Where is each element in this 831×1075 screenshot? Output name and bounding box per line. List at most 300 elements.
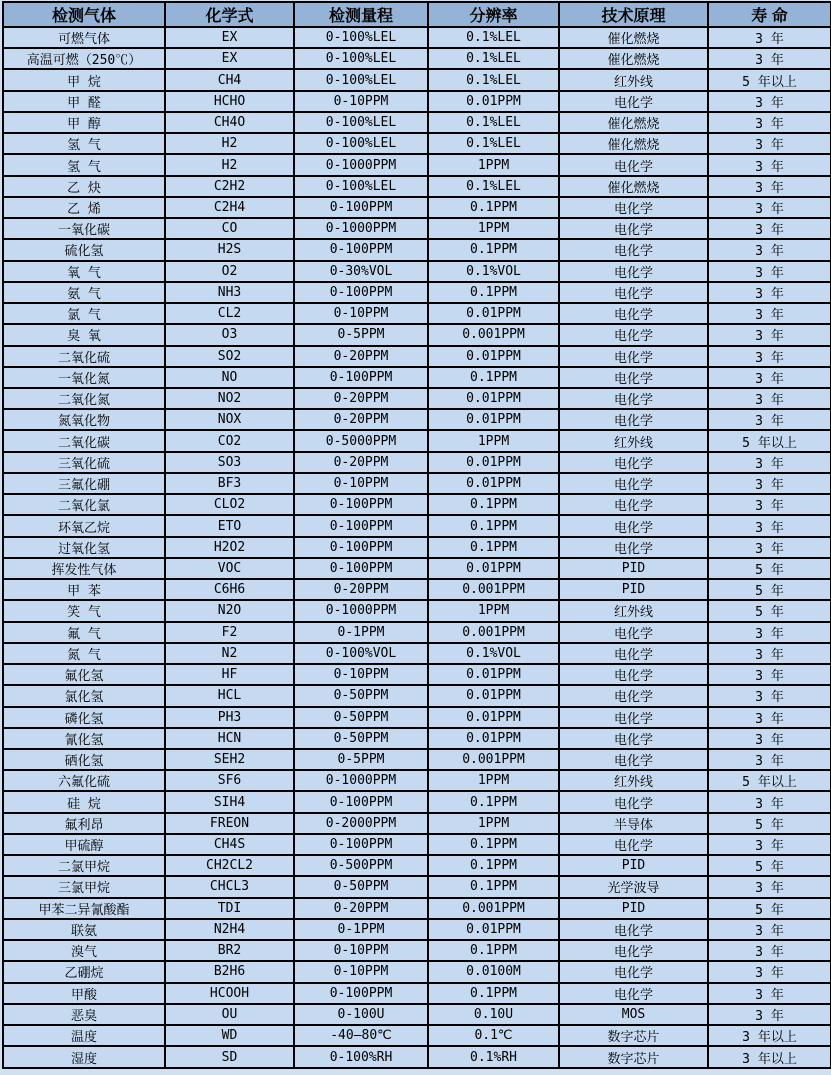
table-cell: 0.1%LEL bbox=[428, 133, 559, 154]
table-cell: 0.1PPM bbox=[428, 855, 559, 876]
table-cell: 0.1PPM bbox=[428, 515, 559, 536]
table-cell: 电化学 bbox=[559, 685, 708, 706]
table-row bbox=[3, 133, 831, 154]
table-cell: 0-10PPM bbox=[294, 961, 428, 982]
table-cell: 1PPM bbox=[428, 154, 559, 175]
table-cell: 氯 气 bbox=[3, 303, 165, 324]
table-cell: HCHO bbox=[165, 91, 294, 112]
table-cell: 0-100PPM bbox=[294, 494, 428, 515]
table-row bbox=[3, 600, 831, 621]
table-cell: 3 年 bbox=[708, 494, 831, 515]
table-cell: 0.01PPM bbox=[428, 91, 559, 112]
table-cell: 0-1000PPM bbox=[294, 154, 428, 175]
table-cell: N2H4 bbox=[165, 919, 294, 940]
table-cell: 3 年 bbox=[708, 176, 831, 197]
table-cell: 电化学 bbox=[559, 473, 708, 494]
table-cell: 0-500PPM bbox=[294, 855, 428, 876]
table-cell: 甲 醛 bbox=[3, 91, 165, 112]
table-row bbox=[3, 91, 831, 112]
table-cell: 催化燃烧 bbox=[559, 48, 708, 69]
table-cell: 数字芯片 bbox=[559, 1025, 708, 1046]
table-cell: 0-10PPM bbox=[294, 940, 428, 961]
table-cell: 0-100%LEL bbox=[294, 48, 428, 69]
table-cell: 0-50PPM bbox=[294, 876, 428, 897]
table-cell: BF3 bbox=[165, 473, 294, 494]
table-cell: FREON bbox=[165, 813, 294, 834]
table-cell: 3 年 bbox=[708, 324, 831, 345]
table-row bbox=[3, 707, 831, 728]
table-cell: 电化学 bbox=[559, 664, 708, 685]
table-cell: 电化学 bbox=[559, 791, 708, 812]
table-cell: 红外线 bbox=[559, 430, 708, 451]
table-cell: 0-5000PPM bbox=[294, 430, 428, 451]
table-cell: 氰化氢 bbox=[3, 728, 165, 749]
table-cell: NOX bbox=[165, 409, 294, 430]
table-cell: SD bbox=[165, 1046, 294, 1068]
table-cell: 3 年 bbox=[708, 261, 831, 282]
table-cell: 0-1000PPM bbox=[294, 600, 428, 621]
table-cell: H2 bbox=[165, 154, 294, 175]
table-row bbox=[3, 27, 831, 48]
table-cell: 0-10PPM bbox=[294, 303, 428, 324]
table-row bbox=[3, 983, 831, 1004]
table-row bbox=[3, 494, 831, 515]
table-cell: 3 年 bbox=[708, 197, 831, 218]
table-cell: 0.1PPM bbox=[428, 834, 559, 855]
table-row bbox=[3, 303, 831, 324]
table-cell: 电化学 bbox=[559, 983, 708, 1004]
table-cell: 0-100%LEL bbox=[294, 69, 428, 90]
table-cell: 甲酸 bbox=[3, 983, 165, 1004]
table-cell: PID bbox=[559, 558, 708, 579]
table-row bbox=[3, 898, 831, 919]
table-cell: 甲苯二异氰酸酯 bbox=[3, 898, 165, 919]
table-cell: 红外线 bbox=[559, 600, 708, 621]
table-row bbox=[3, 197, 831, 218]
table-cell: SO3 bbox=[165, 452, 294, 473]
table-cell: 3 年 bbox=[708, 664, 831, 685]
table-cell: 0-20PPM bbox=[294, 409, 428, 430]
table-cell: 0.1℃ bbox=[428, 1025, 559, 1046]
table-cell: 电化学 bbox=[559, 388, 708, 409]
table-cell: 电化学 bbox=[559, 197, 708, 218]
table-row bbox=[3, 430, 831, 451]
table-cell: 0.1%LEL bbox=[428, 27, 559, 48]
table-row bbox=[3, 643, 831, 664]
table-cell: O3 bbox=[165, 324, 294, 345]
table-cell: 0.001PPM bbox=[428, 324, 559, 345]
table-cell: 氟 气 bbox=[3, 622, 165, 643]
table-cell: 0-50PPM bbox=[294, 707, 428, 728]
table-cell: 甲硫醇 bbox=[3, 834, 165, 855]
table-cell: 0-100%LEL bbox=[294, 112, 428, 133]
table-cell: 0-100%RH bbox=[294, 1046, 428, 1068]
table-cell: 5 年 bbox=[708, 855, 831, 876]
table-cell: PH3 bbox=[165, 707, 294, 728]
table-row bbox=[3, 239, 831, 260]
table-cell: 3 年 bbox=[708, 154, 831, 175]
table-cell: 0-50PPM bbox=[294, 685, 428, 706]
table-cell: 电化学 bbox=[559, 643, 708, 664]
table-row bbox=[3, 791, 831, 812]
table-cell: 半导体 bbox=[559, 813, 708, 834]
table-cell: 3 年 bbox=[708, 27, 831, 48]
table-row bbox=[3, 367, 831, 388]
table-cell: 三氟化硼 bbox=[3, 473, 165, 494]
table-cell: 氢 气 bbox=[3, 154, 165, 175]
table-cell: PID bbox=[559, 855, 708, 876]
table-cell: 溴气 bbox=[3, 940, 165, 961]
table-cell: 电化学 bbox=[559, 409, 708, 430]
table-cell: 电化学 bbox=[559, 367, 708, 388]
table-cell: 过氧化氢 bbox=[3, 537, 165, 558]
table-cell: 5 年 bbox=[708, 558, 831, 579]
table-row bbox=[3, 473, 831, 494]
table-cell: OU bbox=[165, 1004, 294, 1025]
table-cell: 0.01PPM bbox=[428, 409, 559, 430]
table-cell: 0.01PPM bbox=[428, 919, 559, 940]
table-cell: 1PPM bbox=[428, 218, 559, 239]
table-cell: 0-10PPM bbox=[294, 473, 428, 494]
table-cell: 3 年以上 bbox=[708, 1025, 831, 1046]
table-row bbox=[3, 112, 831, 133]
table-row bbox=[3, 154, 831, 175]
table-cell: 0.1PPM bbox=[428, 876, 559, 897]
header-row bbox=[3, 2, 831, 27]
table-cell: 0.01PPM bbox=[428, 452, 559, 473]
table-cell: 3 年 bbox=[708, 707, 831, 728]
table-cell: 0-1PPM bbox=[294, 919, 428, 940]
table-cell: -40—80℃ bbox=[294, 1025, 428, 1046]
table-cell: 0-100PPM bbox=[294, 791, 428, 812]
table-cell: 3 年 bbox=[708, 983, 831, 1004]
table-cell: 乙硼烷 bbox=[3, 961, 165, 982]
table-cell: 5 年 bbox=[708, 898, 831, 919]
table-row bbox=[3, 961, 831, 982]
table-cell: 电化学 bbox=[559, 537, 708, 558]
table-cell: 0.01PPM bbox=[428, 707, 559, 728]
gas-detection-spec-table bbox=[2, 1, 831, 1069]
table-cell: 3 年 bbox=[708, 961, 831, 982]
table-cell: 0-10PPM bbox=[294, 664, 428, 685]
table-cell: 0.1PPM bbox=[428, 494, 559, 515]
table-cell: 电化学 bbox=[559, 218, 708, 239]
table-cell: 0-100PPM bbox=[294, 282, 428, 303]
table-cell: O2 bbox=[165, 261, 294, 282]
table-cell: 0-100PPM bbox=[294, 834, 428, 855]
table-cell: 0.001PPM bbox=[428, 579, 559, 600]
table-row bbox=[3, 579, 831, 600]
table-cell: 电化学 bbox=[559, 261, 708, 282]
table-cell: CL2 bbox=[165, 303, 294, 324]
table-cell: 二氧化氯 bbox=[3, 494, 165, 515]
table-cell: 二氧化氮 bbox=[3, 388, 165, 409]
table-cell: C2H2 bbox=[165, 176, 294, 197]
table-cell: 5 年 bbox=[708, 579, 831, 600]
table-cell: 0.1%LEL bbox=[428, 69, 559, 90]
table-cell: 0-100U bbox=[294, 1004, 428, 1025]
table-row bbox=[3, 69, 831, 90]
table-cell: N2O bbox=[165, 600, 294, 621]
table-cell: 0-20PPM bbox=[294, 388, 428, 409]
table-cell: CLO2 bbox=[165, 494, 294, 515]
table-cell: 1PPM bbox=[428, 813, 559, 834]
table-cell: C2H4 bbox=[165, 197, 294, 218]
table-cell: 3 年 bbox=[708, 282, 831, 303]
table-row bbox=[3, 452, 831, 473]
table-cell: 环氧乙烷 bbox=[3, 515, 165, 536]
table-cell: 0-100PPM bbox=[294, 197, 428, 218]
table-cell: 0.10U bbox=[428, 1004, 559, 1025]
column-header: 分辨率 bbox=[428, 2, 559, 27]
table-cell: 乙 烯 bbox=[3, 197, 165, 218]
table-body bbox=[3, 27, 831, 1068]
table-cell: 电化学 bbox=[559, 919, 708, 940]
table-cell: 0-1000PPM bbox=[294, 218, 428, 239]
table-cell: 催化燃烧 bbox=[559, 112, 708, 133]
table-cell: 0-100%LEL bbox=[294, 27, 428, 48]
table-row bbox=[3, 515, 831, 536]
table-row bbox=[3, 919, 831, 940]
table-cell: 3 年 bbox=[708, 91, 831, 112]
table-row bbox=[3, 409, 831, 430]
table-row bbox=[3, 558, 831, 579]
table-cell: 0-100%LEL bbox=[294, 176, 428, 197]
table-cell: SIH4 bbox=[165, 791, 294, 812]
table-cell: 电化学 bbox=[559, 749, 708, 770]
table-cell: 0-100%VOL bbox=[294, 643, 428, 664]
table-row bbox=[3, 876, 831, 897]
table-cell: 0.1PPM bbox=[428, 983, 559, 1004]
table-cell: 3 年 bbox=[708, 791, 831, 812]
table-cell: F2 bbox=[165, 622, 294, 643]
table-cell: 3 年 bbox=[708, 685, 831, 706]
table-cell: 硅 烷 bbox=[3, 791, 165, 812]
table-cell: CHCL3 bbox=[165, 876, 294, 897]
table-cell: WD bbox=[165, 1025, 294, 1046]
table-cell: 催化燃烧 bbox=[559, 133, 708, 154]
table-cell: BR2 bbox=[165, 940, 294, 961]
column-header: 技术原理 bbox=[559, 2, 708, 27]
table-cell: 0.1PPM bbox=[428, 239, 559, 260]
table-cell: 氯化氢 bbox=[3, 685, 165, 706]
table-cell: 0-100PPM bbox=[294, 983, 428, 1004]
table-row bbox=[3, 48, 831, 69]
table-cell: H2S bbox=[165, 239, 294, 260]
table-cell: 0.01PPM bbox=[428, 303, 559, 324]
table-cell: 3 年 bbox=[708, 452, 831, 473]
table-cell: TDI bbox=[165, 898, 294, 919]
table-cell: CH4 bbox=[165, 69, 294, 90]
table-cell: 0.1PPM bbox=[428, 197, 559, 218]
table-cell: 3 年 bbox=[708, 643, 831, 664]
table-cell: EX bbox=[165, 27, 294, 48]
table-cell: PID bbox=[559, 579, 708, 600]
table-cell: 氟化氢 bbox=[3, 664, 165, 685]
table-row bbox=[3, 1025, 831, 1046]
table-cell: 0-2000PPM bbox=[294, 813, 428, 834]
table-cell: 0-100PPM bbox=[294, 515, 428, 536]
table-cell: NO bbox=[165, 367, 294, 388]
table-cell: 3 年 bbox=[708, 537, 831, 558]
table-cell: HCOOH bbox=[165, 983, 294, 1004]
table-cell: 0.01PPM bbox=[428, 664, 559, 685]
table-cell: NO2 bbox=[165, 388, 294, 409]
table-cell: CO bbox=[165, 218, 294, 239]
table-cell: 硒化氢 bbox=[3, 749, 165, 770]
table-cell: ETO bbox=[165, 515, 294, 536]
table-cell: 红外线 bbox=[559, 770, 708, 791]
table-cell: 0.1PPM bbox=[428, 537, 559, 558]
table-cell: 0-5PPM bbox=[294, 324, 428, 345]
table-cell: 二氧化硫 bbox=[3, 346, 165, 367]
table-row bbox=[3, 749, 831, 770]
table-cell: 氮氧化物 bbox=[3, 409, 165, 430]
table-cell: 0-100%LEL bbox=[294, 133, 428, 154]
column-header: 检测量程 bbox=[294, 2, 428, 27]
table-cell: 3 年 bbox=[708, 749, 831, 770]
table-cell: 数字芯片 bbox=[559, 1046, 708, 1068]
table-cell: 笑 气 bbox=[3, 600, 165, 621]
table-cell: 催化燃烧 bbox=[559, 27, 708, 48]
table-cell: 0.1%LEL bbox=[428, 176, 559, 197]
table-cell: 氟利昂 bbox=[3, 813, 165, 834]
table-cell: 高温可燃（250℃） bbox=[3, 48, 165, 69]
table-cell: 臭 氧 bbox=[3, 324, 165, 345]
table-cell: CO2 bbox=[165, 430, 294, 451]
table-cell: 0-30%VOL bbox=[294, 261, 428, 282]
table-cell: 湿度 bbox=[3, 1046, 165, 1068]
table-cell: 一氧化氮 bbox=[3, 367, 165, 388]
table-cell: 0-20PPM bbox=[294, 452, 428, 473]
table-cell: 0.1%VOL bbox=[428, 643, 559, 664]
column-header: 寿 命 bbox=[708, 2, 831, 27]
table-cell: 甲 烷 bbox=[3, 69, 165, 90]
table-cell: 甲 苯 bbox=[3, 579, 165, 600]
table-cell: 3 年 bbox=[708, 48, 831, 69]
table-cell: 电化学 bbox=[559, 346, 708, 367]
table-cell: 0.1%LEL bbox=[428, 112, 559, 133]
column-header: 化学式 bbox=[165, 2, 294, 27]
table-cell: 0.01PPM bbox=[428, 473, 559, 494]
table-cell: 3 年 bbox=[708, 303, 831, 324]
table-cell: 氢 气 bbox=[3, 133, 165, 154]
table-cell: 0.01PPM bbox=[428, 728, 559, 749]
table-row bbox=[3, 218, 831, 239]
table-cell: 电化学 bbox=[559, 91, 708, 112]
table-cell: 3 年 bbox=[708, 218, 831, 239]
table-cell: 1PPM bbox=[428, 430, 559, 451]
table-cell: 催化燃烧 bbox=[559, 176, 708, 197]
table-cell: 电化学 bbox=[559, 282, 708, 303]
table-cell: 恶臭 bbox=[3, 1004, 165, 1025]
table-cell: 电化学 bbox=[559, 324, 708, 345]
table-cell: 0.001PPM bbox=[428, 749, 559, 770]
table-cell: 3 年 bbox=[708, 1004, 831, 1025]
table-cell: 电化学 bbox=[559, 452, 708, 473]
table-cell: 红外线 bbox=[559, 69, 708, 90]
table-row bbox=[3, 940, 831, 961]
column-header: 检测气体 bbox=[3, 2, 165, 27]
table-cell: VOC bbox=[165, 558, 294, 579]
table-cell: 乙 炔 bbox=[3, 176, 165, 197]
table-cell: 3 年 bbox=[708, 388, 831, 409]
table-cell: 电化学 bbox=[559, 303, 708, 324]
table-cell: 氧 气 bbox=[3, 261, 165, 282]
table-cell: NH3 bbox=[165, 282, 294, 303]
table-cell: 1PPM bbox=[428, 600, 559, 621]
table-cell: CH4O bbox=[165, 112, 294, 133]
table-cell: 二氧化碳 bbox=[3, 430, 165, 451]
table-cell: MOS bbox=[559, 1004, 708, 1025]
table-cell: 0.0100M bbox=[428, 961, 559, 982]
table-cell: 0-50PPM bbox=[294, 728, 428, 749]
table-cell: 5 年以上 bbox=[708, 770, 831, 791]
table-cell: 氨 气 bbox=[3, 282, 165, 303]
table-cell: 温度 bbox=[3, 1025, 165, 1046]
table-row bbox=[3, 537, 831, 558]
table-cell: 电化学 bbox=[559, 728, 708, 749]
table-cell: 3 年 bbox=[708, 367, 831, 388]
table-cell: HCN bbox=[165, 728, 294, 749]
table-cell: 5 年以上 bbox=[708, 430, 831, 451]
table-cell: 电化学 bbox=[559, 239, 708, 260]
table-cell: 氮 气 bbox=[3, 643, 165, 664]
table-cell: 0.1PPM bbox=[428, 282, 559, 303]
table-row bbox=[3, 261, 831, 282]
table-cell: 电化学 bbox=[559, 961, 708, 982]
table-cell: 0.001PPM bbox=[428, 898, 559, 919]
table-cell: 0.01PPM bbox=[428, 685, 559, 706]
table-cell: SEH2 bbox=[165, 749, 294, 770]
table-row bbox=[3, 855, 831, 876]
table-cell: 0-100PPM bbox=[294, 239, 428, 260]
table-cell: 一氧化碳 bbox=[3, 218, 165, 239]
table-cell: 0.1%LEL bbox=[428, 48, 559, 69]
table-row bbox=[3, 324, 831, 345]
table-cell: 3 年以上 bbox=[708, 1046, 831, 1068]
table-cell: 3 年 bbox=[708, 940, 831, 961]
table-cell: 0-100PPM bbox=[294, 367, 428, 388]
table-cell: 0.1%VOL bbox=[428, 261, 559, 282]
table-row bbox=[3, 770, 831, 791]
table-cell: 0.001PPM bbox=[428, 622, 559, 643]
table-cell: 5 年 bbox=[708, 600, 831, 621]
table-cell: 0.1%RH bbox=[428, 1046, 559, 1068]
table-row bbox=[3, 346, 831, 367]
table-cell: 0-5PPM bbox=[294, 749, 428, 770]
table-cell: 电化学 bbox=[559, 834, 708, 855]
table-cell: 3 年 bbox=[708, 515, 831, 536]
table-row bbox=[3, 1046, 831, 1068]
table-cell: 电化学 bbox=[559, 154, 708, 175]
table-cell: 可燃气体 bbox=[3, 27, 165, 48]
table-cell: 0.1PPM bbox=[428, 940, 559, 961]
table-cell: SF6 bbox=[165, 770, 294, 791]
table-row bbox=[3, 282, 831, 303]
table-cell: 0-1000PPM bbox=[294, 770, 428, 791]
table-cell: 电化学 bbox=[559, 494, 708, 515]
table-cell: 甲 醇 bbox=[3, 112, 165, 133]
table-cell: 二氯甲烷 bbox=[3, 855, 165, 876]
table-cell: 挥发性气体 bbox=[3, 558, 165, 579]
table-cell: PID bbox=[559, 898, 708, 919]
table-cell: 3 年 bbox=[708, 728, 831, 749]
table-cell: 0.01PPM bbox=[428, 388, 559, 409]
table-cell: 六氟化硫 bbox=[3, 770, 165, 791]
table-cell: HF bbox=[165, 664, 294, 685]
table-cell: EX bbox=[165, 48, 294, 69]
